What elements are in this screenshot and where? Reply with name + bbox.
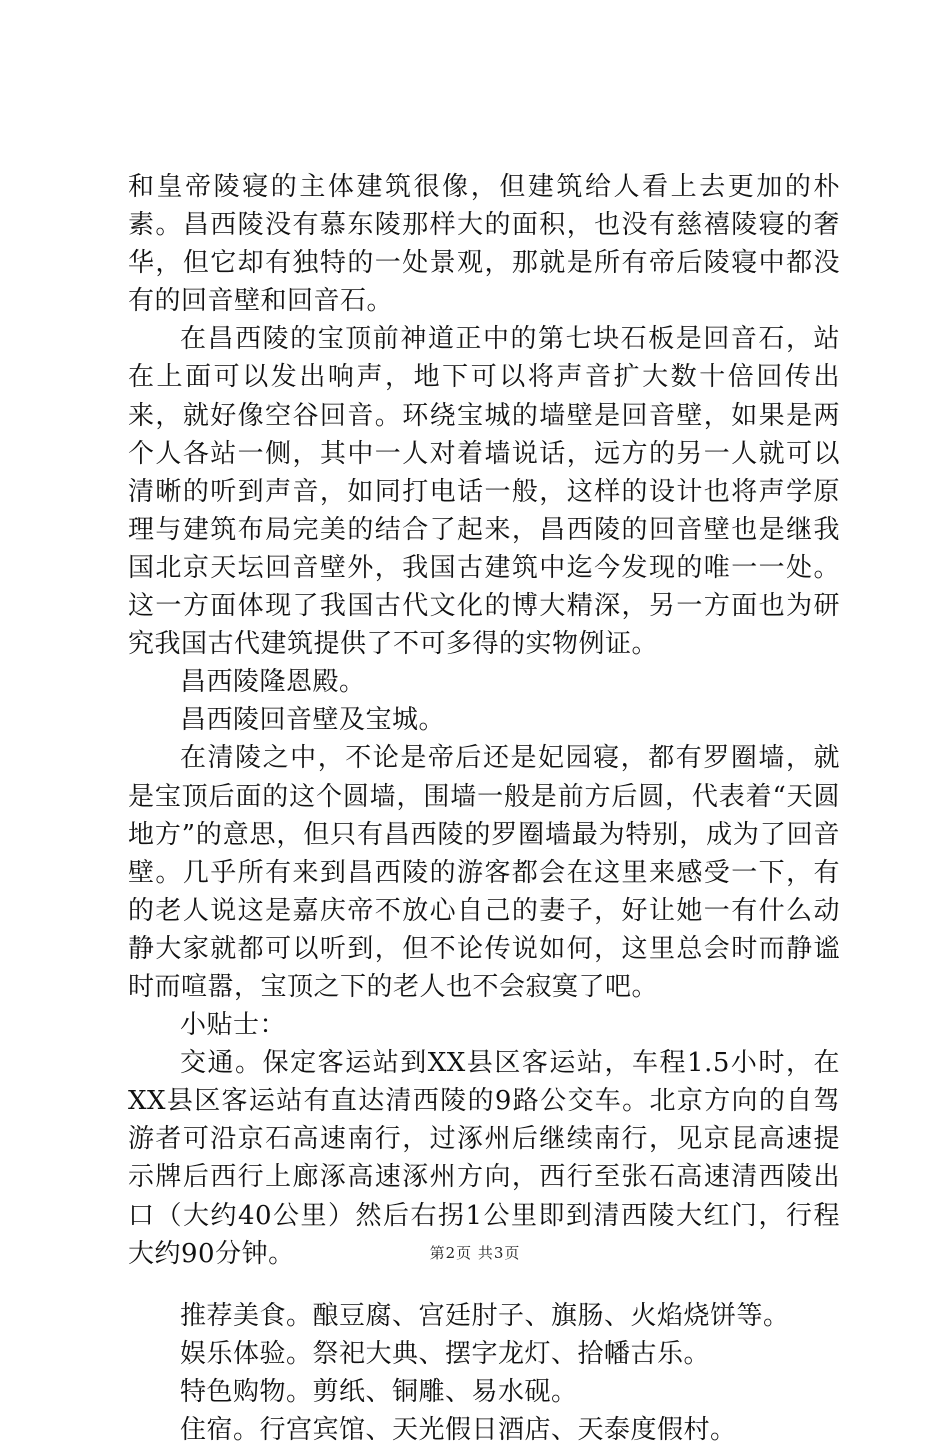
tips-heading: 小贴士： [180, 1010, 287, 1041]
paragraph-round-wall: 在清陵之中，不论是帝后还是妃园寝，都有罗圈墙，就是宝顶后面的这个圆墙，围墙一般是前方后圆，代表着“天圆地方”的意思，但只有昌西陵的罗圈墙最为特别，成为了回音壁。几乎所有来到昌西陵的游客都会在这里来感受一下，有的老人说这是嘉庆帝不放心自己的妻子，好让她一有什么动静大家就都可以听到，但不论传说如何，这里总会时而静谧时而喧嚣，宝顶之下的老人也不会寂寞了吧。 [128, 743, 840, 1002]
page-number-footer: 第2页 共3页 [429, 1244, 521, 1262]
paragraph-shopping: 特色购物。剪纸、铜雕、易水砚。 [180, 1376, 578, 1407]
paragraph-continuation: 和皇帝陵寝的主体建筑很像，但建筑给人看上去更加的朴素。昌西陵没有慕东陵那样大的面积，也没有慈禧陵寝的奢华，但它却有独特的一处景观，那就是所有帝后陵寝中都没有的回音壁和回音石。 [128, 172, 840, 317]
paragraph-transport: 交通。保定客运站到XX县区客运站，车程1.5小时，在XX县区客运站有直达清西陵的9路公交车。北京方向的自驾游者可沿京石高速南行，过涿州后继续南行，见京昆高速提示牌后西行上廊涿高速涿州方向，西行至张石高速清西陵出口（大约40公里）然后右拐1公里即到清西陵大红门，行程大约90分钟。 [128, 1048, 840, 1269]
caption-longen-hall: 昌西陵隆恩殿。 [180, 667, 366, 698]
paragraph-entertainment: 娱乐体验。祭祀大典、摆字龙灯、拾幡古乐。 [180, 1338, 711, 1369]
paragraph-echo-stone: 在昌西陵的宝顶前神道正中的第七块石板是回音石，站在上面可以发出响声，地下可以将声音扩大数十倍回传出来，就好像空谷回音。环绕宝城的墙壁是回音壁，如果是两个人各站一侧，其中一人对着墙说话，远方的另一人就可以清晰的听到声音，如同打电话一般，这样的设计也将声学原理与建筑布局完美的结合了起来，昌西陵的回音壁也是继我国北京天坛回音壁外，我国古建筑中迄今发现的唯一一处。这一方面体现了我国古代文化的博大精深，另一方面也为研究我国古代建筑提供了不可多得的实物例证。 [128, 324, 840, 660]
caption-echo-wall: 昌西陵回音壁及宝城。 [180, 705, 446, 736]
paragraph-lodging: 住宿。行宫宾馆、天光假日酒店、天泰度假村。 [180, 1415, 737, 1445]
paragraph-food: 推荐美食。酿豆腐、宫廷肘子、旗肠、火焰烧饼等。 [180, 1300, 790, 1331]
